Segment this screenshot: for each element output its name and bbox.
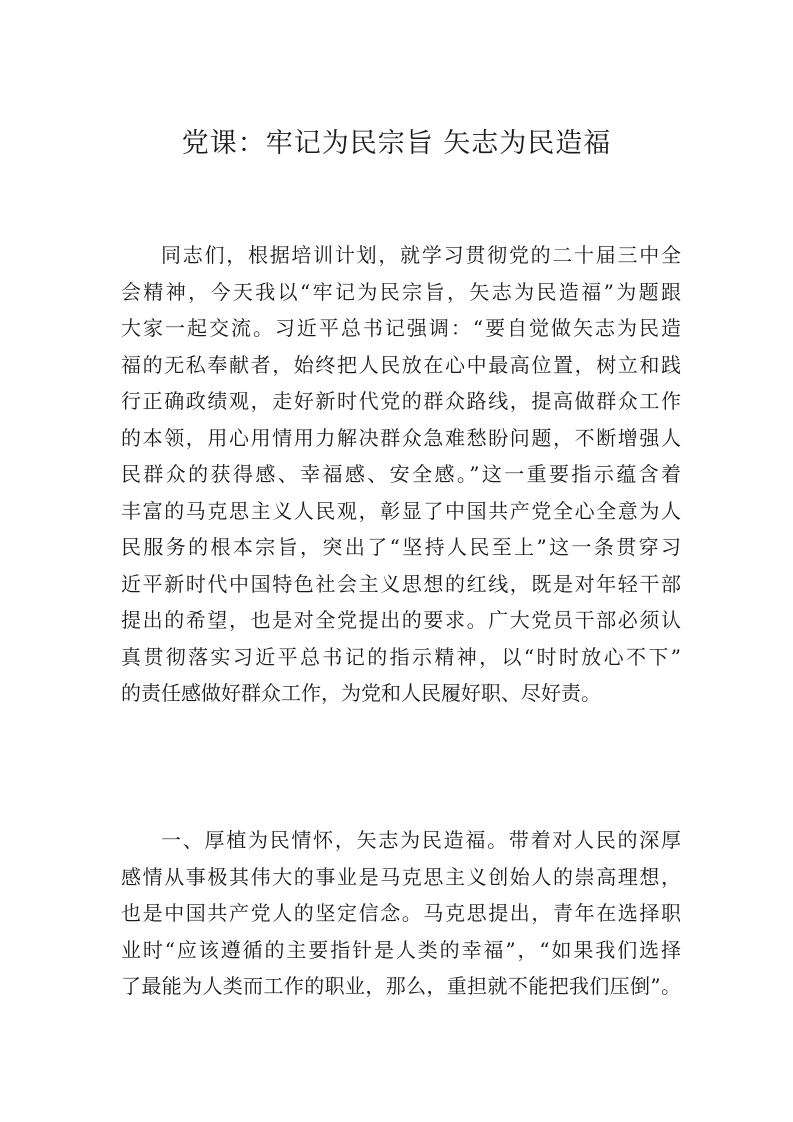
paragraph-line: 的本领，用心用情用力解决群众急难愁盼问题，不断增强人	[121, 425, 681, 450]
paragraph-line: 会精神，今天我以“牢记为民宗旨，矢志为民造福”为题跟	[121, 279, 681, 304]
paragraph-line: 福的无私奉献者，始终把人民放在心中最高位置，树立和践	[121, 352, 681, 377]
paragraph-line: 业时“应该遵循的主要指针是人类的幸福”，“如果我们选择	[121, 937, 681, 962]
paragraph-line: 感情从事极其伟大的事业是马克思主义创始人的崇高理想，	[121, 864, 681, 889]
paragraph-line: 民群众的获得感、幸福感、安全感。”这一重要指示蕴含着	[121, 462, 681, 486]
paragraph-intro	[121, 237, 681, 712]
paragraph-line: 同志们，根据培训计划，就学习贯彻党的二十届三中全	[161, 243, 681, 267]
paragraph-line: 真贯彻落实习近平总书记的指示精神，以“时时放心不下”	[121, 644, 681, 669]
paragraph-line: 行正确政绩观，走好新时代党的群众路线，提高做群众工作	[121, 389, 681, 413]
paragraph-line: 提出的希望，也是对全党提出的要求。广大党员干部必须认	[121, 608, 681, 632]
paragraph-line: 的责任感做好群众工作，为党和人民履好职、尽好责。	[121, 681, 601, 705]
paragraph-line: 也是中国共产党人的坚定信念。马克思提出，青年在选择职	[121, 901, 681, 925]
paragraph-line: 丰富的马克思主义人民观，彰显了中国共产党全心全意为人	[121, 498, 681, 523]
paragraph-line: 一、厚植为民情怀，矢志为民造福。带着对人民的深厚	[161, 828, 681, 852]
paragraph-line: 民服务的根本宗旨，突出了“坚持人民至上”这一条贯穿习	[121, 535, 681, 559]
paragraph-section-one	[121, 822, 681, 1005]
paragraph-line: 了最能为人类而工作的职业，那么，重担就不能把我们压倒”。	[121, 974, 681, 998]
paragraph-line: 大家一起交流。习近平总书记强调：“要自觉做矢志为民造	[121, 316, 681, 340]
document-title: 党课：牢记为民宗旨 矢志为民造福	[181, 128, 612, 159]
paragraph-line: 近平新时代中国特色社会主义思想的红线，既是对年轻干部	[121, 571, 681, 596]
